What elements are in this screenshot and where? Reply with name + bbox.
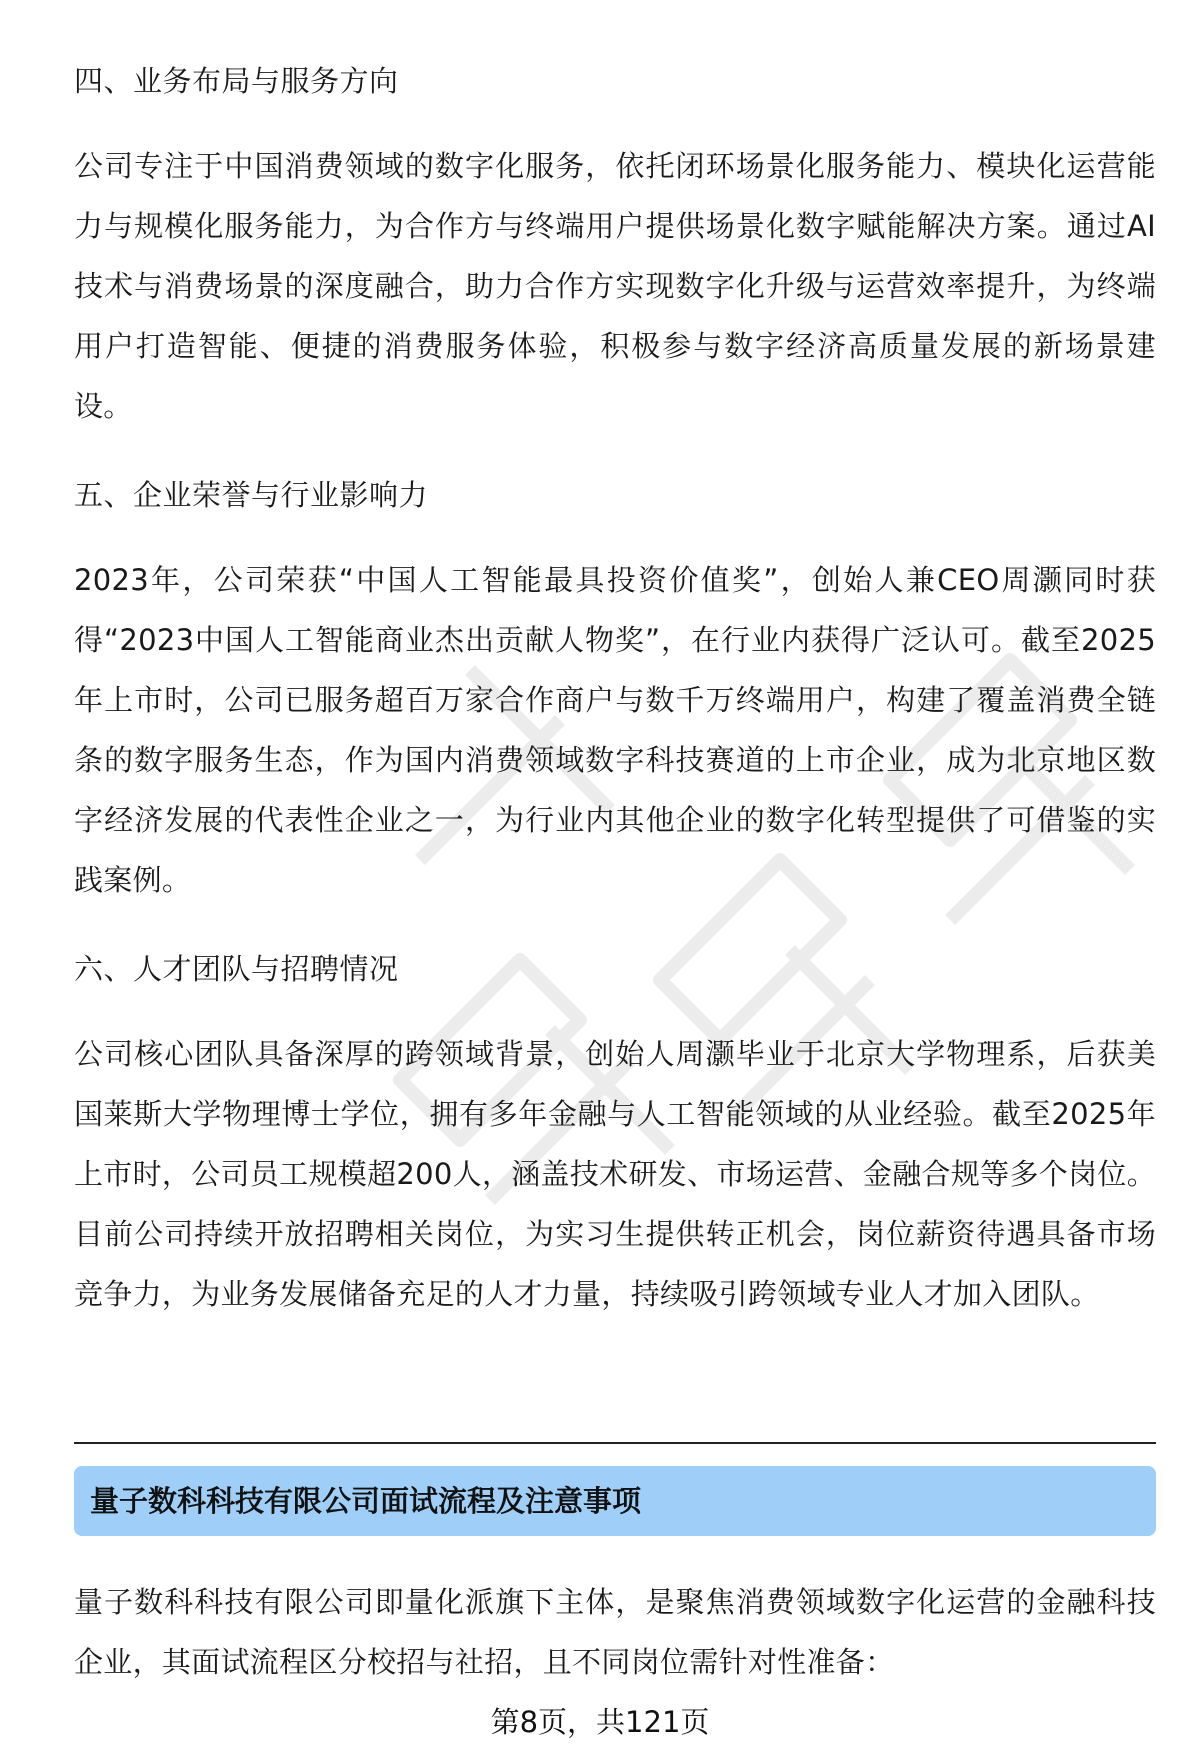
- section-paragraph: 2023年，公司荣获“中国人工智能最具投资价值奖”，创始人兼CEO周灏同时获得“2023中国人工智能商业杰出贡献人物奖”，在行业内获得广泛认可。截至2025年上市时，公司已服务超百万家合作商户与数千万终端用户，构建了覆盖消费全链条的数字服务生态，作为国内消费领域数字科技赛道的上市企业，成为北京地区数字经济发展的代表性企业之一，为行业内其他企业的数字化转型提供了可借鉴的实践案例。: [74, 563, 1156, 897]
- section-talent: [74, 944, 1156, 1324]
- section-heading: 四、业务布局与服务方向: [74, 64, 399, 98]
- section-honors: [74, 470, 1156, 910]
- section-divider: [74, 1442, 1156, 1444]
- document-page: [74, 56, 1156, 1358]
- interview-banner: [74, 1466, 1156, 1536]
- banner-title: 量子数科科技有限公司面试流程及注意事项: [90, 1484, 642, 1518]
- section-paragraph: 公司核心团队具备深厚的跨领域背景，创始人周灏毕业于北京大学物理系，后获美国莱斯大学物理博士学位，拥有多年金融与人工智能领域的从业经验。截至2025年上市时，公司员工规模超200人，涵盖技术研发、市场运营、金融合规等多个岗位。目前公司持续开放招聘相关岗位，为实习生提供转正机会，岗位薪资待遇具备市场竞争力，为业务发展储备充足的人才力量，持续吸引跨领域专业人才加入团队。: [74, 1037, 1156, 1311]
- intro-paragraph: 量子数科科技有限公司即量化派旗下主体，是聚焦消费领域数字化运营的金融科技企业，其面试流程区分校招与社招，且不同岗位需针对性准备：: [74, 1585, 1156, 1679]
- section-paragraph: 公司专注于中国消费领域的数字化服务，依托闭环场景化服务能力、模块化运营能力与规模化服务能力，为合作方与终端用户提供场景化数字赋能解决方案。通过AI技术与消费场景的深度融合，助力合作方实现数字化升级与运营效率提升，为终端用户打造智能、便捷的消费服务体验，积极参与数字经济高质量发展的新场景建设。: [74, 149, 1156, 423]
- section-heading: 五、企业荣誉与行业影响力: [74, 478, 429, 512]
- page-footer: 第8页，共121页: [490, 1705, 710, 1739]
- section-business-layout: [74, 56, 1156, 436]
- section-heading: 六、人才团队与招聘情况: [74, 952, 399, 986]
